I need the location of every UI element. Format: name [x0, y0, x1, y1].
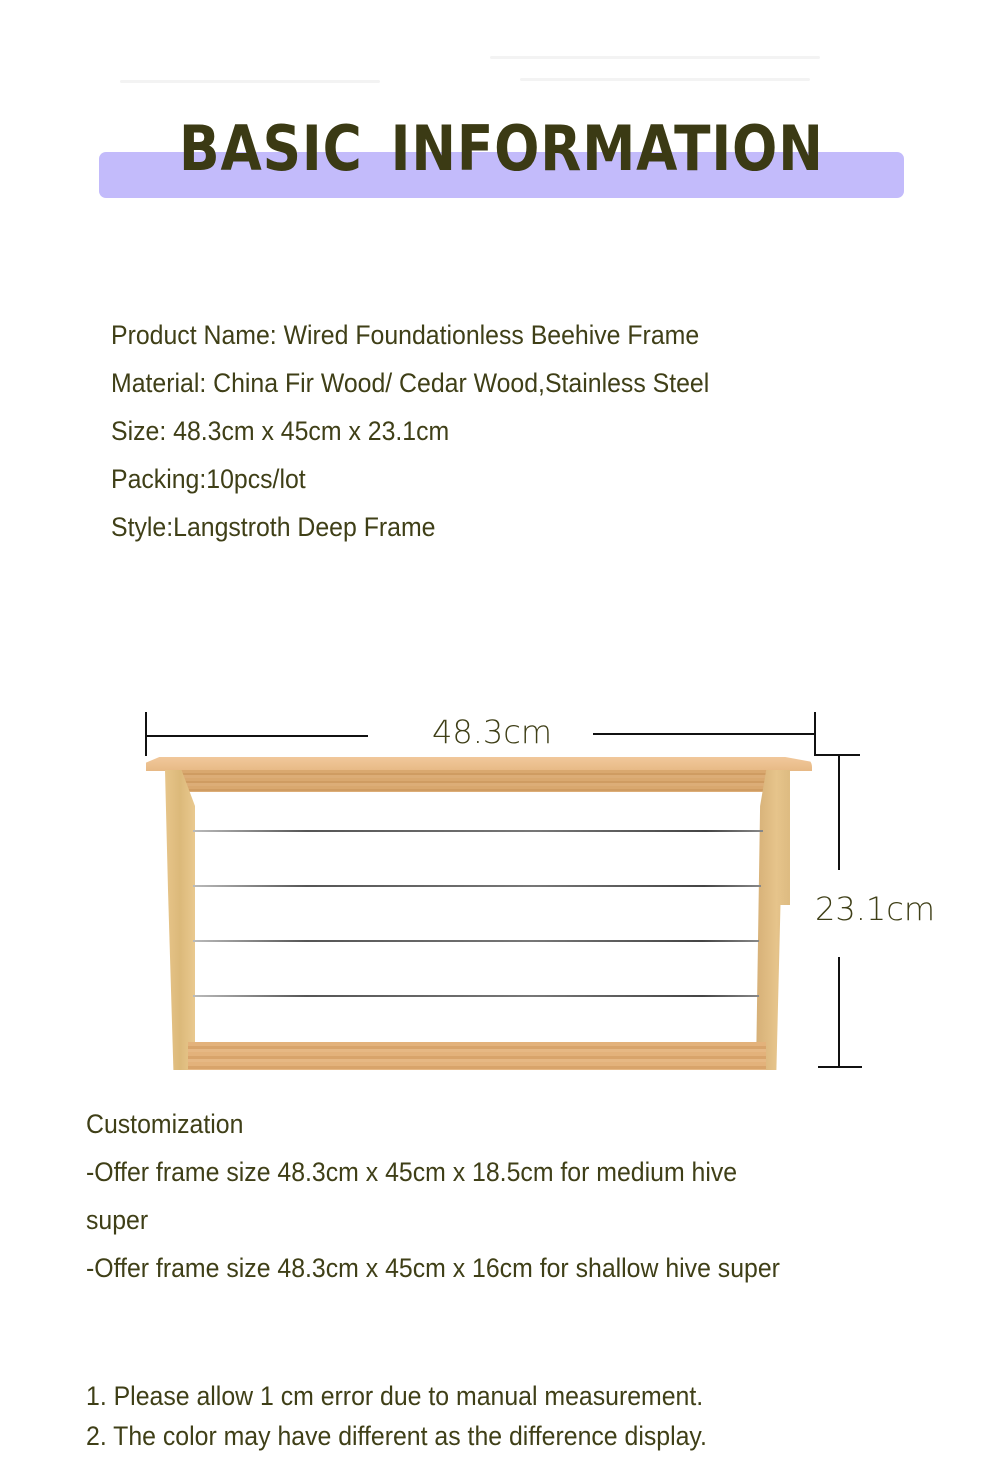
- frame-right-end-bar: [756, 770, 790, 1070]
- frame-left-end-bar: [165, 770, 195, 1070]
- width-line-right: [593, 733, 815, 735]
- frame-wire: [193, 830, 763, 832]
- customization-line: -Offer frame size 48.3cm x 45cm x 18.5cm for medium hive: [86, 1157, 738, 1187]
- height-label: 23.1cm: [815, 890, 936, 928]
- width-tick-left: [145, 712, 147, 756]
- frame-bottom-bar: [188, 1042, 766, 1070]
- top-remnant: [120, 80, 380, 83]
- spec-packing: Packing:10pcs/lot: [111, 464, 306, 494]
- width-tick-right: [814, 712, 816, 756]
- note-item: 1. Please allow 1 cm error due to manual measurement.: [86, 1381, 704, 1411]
- frame-top-bar: [146, 757, 812, 771]
- customization-heading: Customization: [86, 1109, 244, 1139]
- customization-section: [86, 1103, 840, 1295]
- customization-line: super: [86, 1205, 149, 1235]
- note-item: 2. The color may have different as the difference display.: [86, 1421, 707, 1451]
- notes-section: [86, 1376, 761, 1456]
- frame-wire: [193, 940, 759, 942]
- top-remnant: [490, 56, 820, 59]
- width-label: 48.3cm: [432, 713, 553, 751]
- spec-size: Size: 48.3cm x 45cm x 23.1cm: [111, 416, 450, 446]
- frame-wire: [193, 885, 761, 887]
- page-title: BASIC INFORMATION: [179, 112, 824, 185]
- height-tick-bottom: [818, 1066, 862, 1068]
- spec-style: Style:Langstroth Deep Frame: [111, 512, 436, 542]
- spec-product-name: Product Name: Wired Foundationless Beehive Frame: [111, 320, 700, 350]
- frame-wire: [193, 995, 759, 997]
- width-line-left: [145, 735, 368, 737]
- customization-line: -Offer frame size 48.3cm x 45cm x 16cm for shallow hive super: [86, 1253, 780, 1283]
- spec-list: [111, 314, 761, 554]
- top-remnant: [520, 78, 810, 81]
- spec-material: Material: China Fir Wood/ Cedar Wood,Stainless Steel: [111, 368, 710, 398]
- frame-top-bar-side: [170, 770, 790, 792]
- height-line-bottom: [838, 957, 840, 1067]
- height-line-top: [838, 755, 840, 870]
